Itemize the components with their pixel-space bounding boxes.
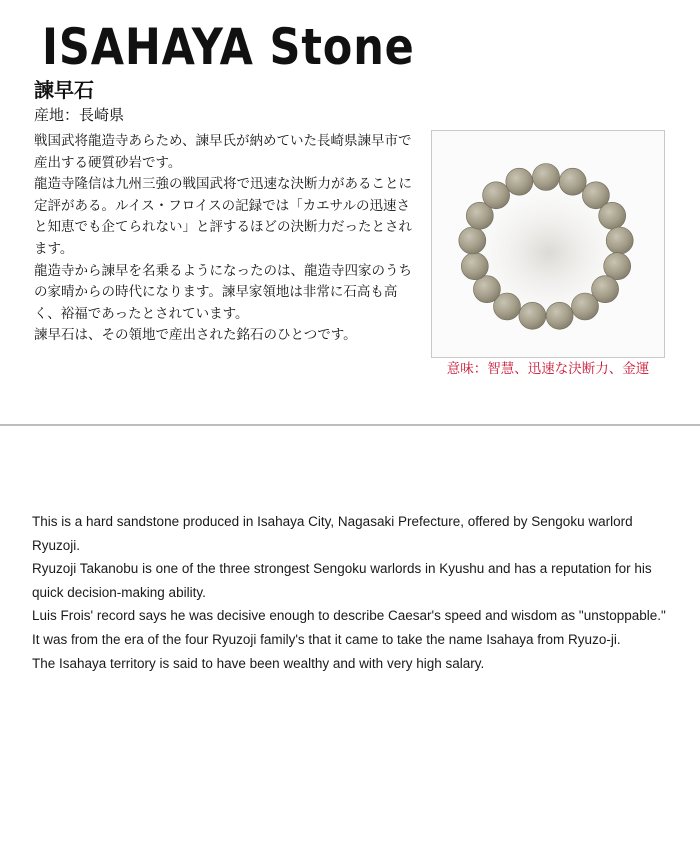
jp-paragraph: 諫早石は、その領地で産出された銘石のひとつです。: [34, 327, 357, 344]
bracelet-image: [432, 131, 664, 357]
bead: [559, 168, 586, 195]
en-paragraph: It was from the era of the four Ryuzoji family's that it came to take the name Isahaya from Ryuzo-ji.: [32, 631, 621, 647]
jp-paragraph: 戦国武将龍造寺あらため、諫早氏が納めていた長崎県諫早市で産出する硬質砂岩です。: [34, 133, 412, 171]
bead: [483, 182, 510, 209]
bracelet-photo: [431, 130, 665, 358]
en-paragraph: This is a hard sandstone produced in Isahaya City, Nagasaki Prefecture, offered by Sengoku warlord Ryuzoji.: [32, 514, 633, 553]
origin-label: 産地：長崎県: [34, 106, 125, 124]
bead: [461, 253, 488, 280]
jp-paragraph: 龍造寺から諫早を名乗るようになったのは、龍造寺四家のうちの家晴からの時代になります。諫早家領地は非常に石高も高く、裕福であったとされています。: [34, 262, 412, 322]
jp-paragraph: 龍造寺隆信は九州三強の戦国武将で迅速な決断力があることに定評がある。ルイス・フロイスの記録では「カエサルの迅速さと知恵でも企てられない」と評するほどの決断力だったとされます。: [34, 176, 412, 257]
bead: [604, 253, 631, 280]
en-paragraph: Ryuzoji Takanobu is one of the three strongest Sengoku warlords in Kyushu and has a reputation for his quick decision-making ability.: [32, 561, 652, 600]
bead: [572, 293, 599, 320]
japanese-description: [34, 131, 414, 347]
bead: [606, 227, 633, 254]
bead: [506, 168, 533, 195]
section-divider: [0, 424, 700, 426]
english-description: [32, 510, 672, 675]
page-title: ISAHAYA Stone: [42, 18, 415, 76]
bead: [519, 302, 546, 329]
bead: [599, 202, 626, 229]
en-paragraph: The Isahaya territory is said to have been wealthy and with very high salary.: [32, 655, 485, 671]
bead: [459, 227, 486, 254]
en-paragraph: Luis Frois' record says he was decisive enough to describe Caesar's speed and wisdom as "unstoppable.": [32, 608, 666, 624]
stone-name-japanese: 諫早石: [34, 78, 94, 102]
meaning-caption: 意味：智慧、迅速な決断力、金運: [446, 361, 650, 377]
bead: [473, 276, 500, 303]
bead: [533, 164, 560, 191]
bead: [546, 302, 573, 329]
